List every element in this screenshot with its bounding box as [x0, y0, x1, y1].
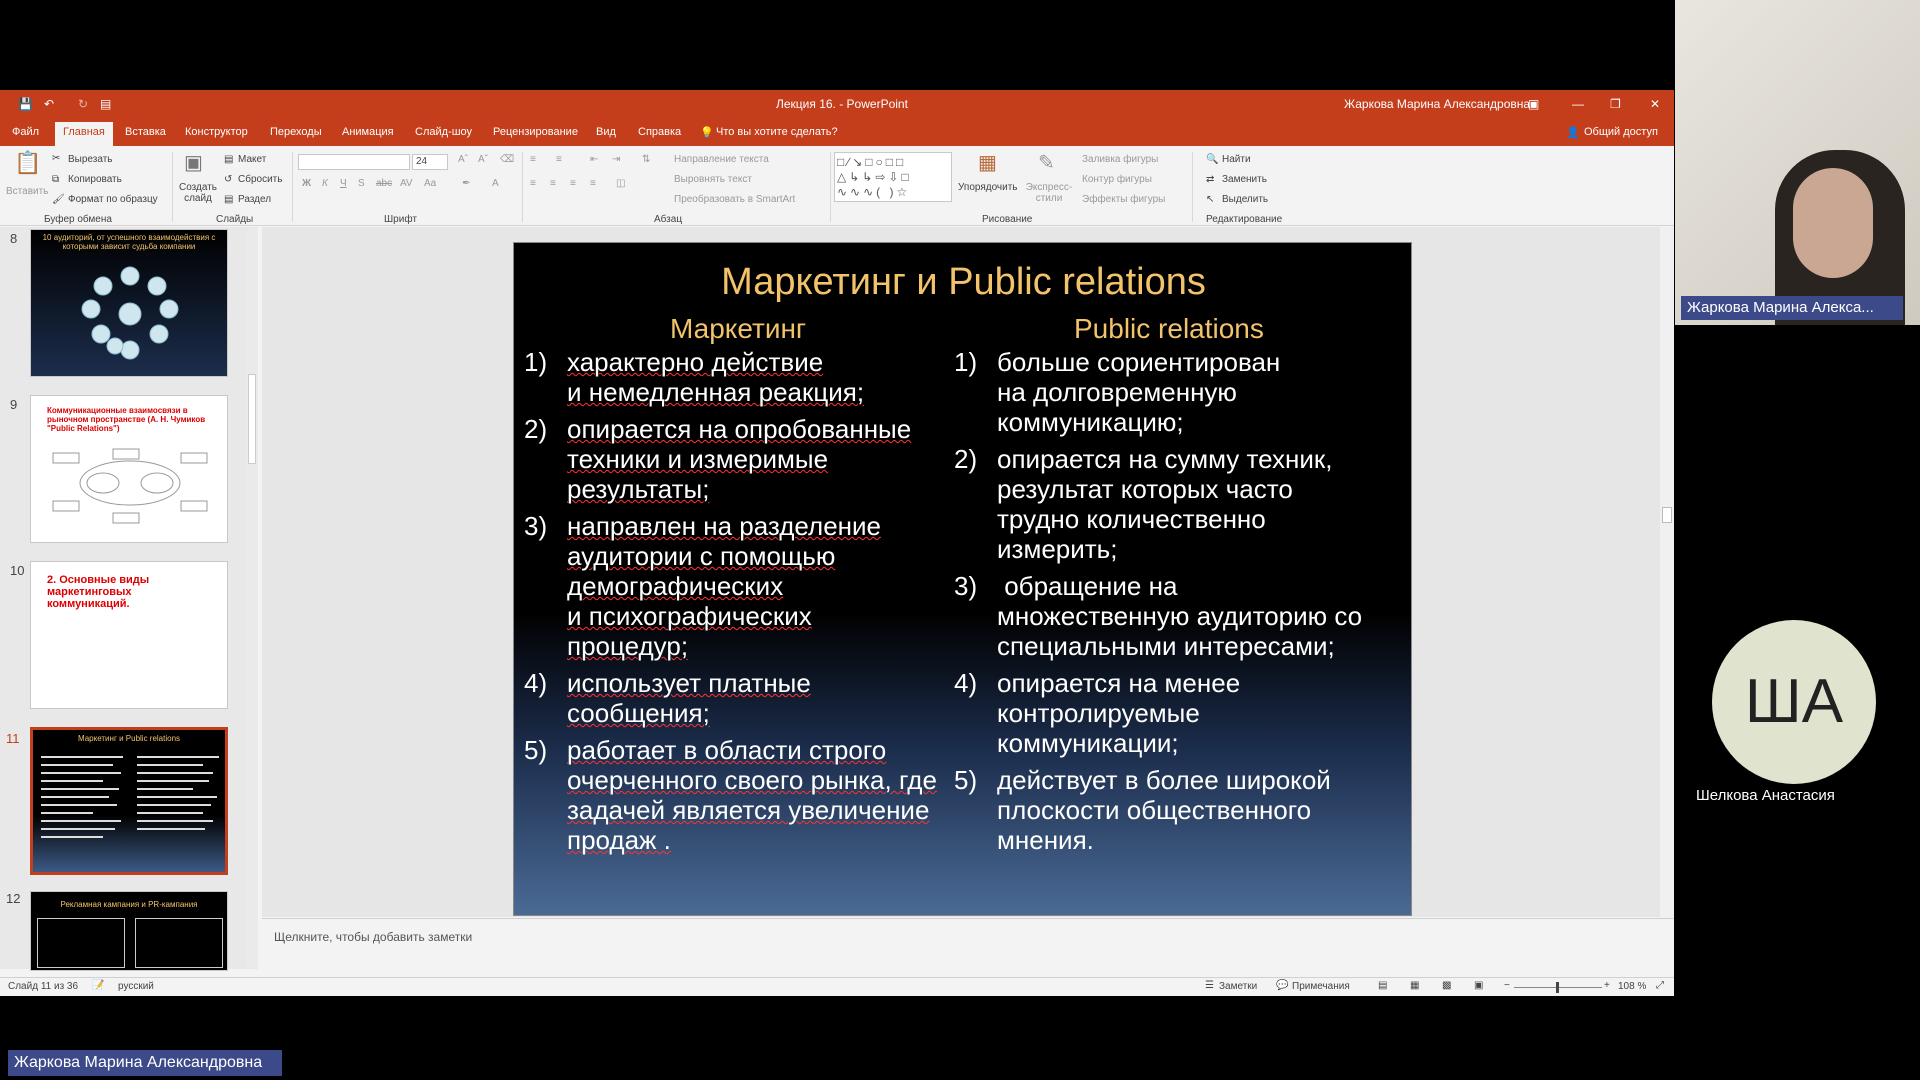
cut-icon[interactable]: ✂	[52, 153, 61, 164]
bold-icon[interactable]: Ж	[302, 178, 312, 189]
person-icon: 👤	[1566, 127, 1580, 139]
smartart-button[interactable]: Преобразовать в SmartArt	[674, 194, 796, 205]
list-item-text: мнения.	[997, 825, 1094, 855]
list-item-text: сообщения;	[567, 698, 710, 728]
tab-insert[interactable]: Вставка	[125, 126, 166, 138]
list-item-text: обращение на	[997, 571, 1178, 601]
list-number: 5)	[524, 735, 548, 765]
grow-font-icon[interactable]: Aˆ	[458, 154, 468, 165]
presenter-name: Жаркова Марина Алекса...	[1687, 299, 1874, 316]
tab-design[interactable]: Конструктор	[185, 126, 248, 138]
group-editing: Редактирование	[1206, 214, 1283, 225]
list-item-text: продаж .	[567, 825, 671, 855]
align-center-icon[interactable]: ≡	[550, 178, 556, 189]
zoom-out-icon[interactable]: −	[1504, 980, 1510, 991]
list-item-text: и психографических	[567, 601, 812, 631]
group-paragraph: Абзац	[654, 214, 683, 225]
thumbnail-title: 10 аудиторий, от успешного взаимодействия с которыми зависит судьба компании	[42, 233, 216, 251]
thumbnail-number: 8	[10, 231, 18, 246]
divider	[1192, 152, 1193, 222]
thumbnail-slide-12[interactable]	[30, 891, 228, 971]
notes-button[interactable]: Заметки	[1219, 981, 1258, 992]
strikethrough-icon[interactable]: abc	[376, 178, 393, 189]
thumbnail-slide-8[interactable]	[30, 229, 228, 377]
list-item-text: трудно количественно	[997, 504, 1266, 534]
thumbnail-diagram	[31, 254, 228, 364]
notes-placeholder: Щелкните, чтобы добавить заметки	[274, 930, 473, 944]
shadow-icon[interactable]: S	[358, 178, 365, 189]
replace-button[interactable]: Заменить	[1222, 174, 1267, 185]
minimize-icon[interactable]: —	[1572, 97, 1584, 111]
select-button[interactable]: Выделить	[1222, 194, 1269, 205]
presenter-face	[1793, 168, 1873, 278]
notes-pane[interactable]	[262, 918, 1674, 967]
shape-outline-button[interactable]: Контур фигуры	[1082, 174, 1152, 185]
list-item-text: специальными интересами;	[997, 631, 1335, 661]
justify-icon[interactable]: ≡	[590, 178, 596, 189]
list-item-text: и немедленная реакция;	[567, 377, 865, 407]
slide-title: Маркетинг и Public relations	[721, 261, 1206, 303]
shrink-font-icon[interactable]: Aˇ	[478, 154, 488, 165]
share-button[interactable]: Общий доступ	[1584, 126, 1658, 138]
paste-button[interactable]: Вставить	[6, 186, 49, 197]
spacing-icon[interactable]: AV	[400, 178, 413, 189]
list-number: 5)	[954, 765, 978, 795]
clear-format-icon[interactable]: ⌫	[500, 154, 515, 165]
new-slide-button[interactable]: Создать слайд	[178, 182, 217, 204]
zoom-in-icon[interactable]: +	[1604, 980, 1610, 991]
thumbnail-box	[135, 918, 223, 968]
paste-icon[interactable]: 📋	[14, 150, 42, 175]
thumbnail-text-lines	[33, 743, 228, 863]
slide-counter: Слайд 11 из 36	[8, 981, 79, 992]
list-number: 2)	[954, 444, 978, 474]
participant-avatar[interactable]	[1712, 620, 1876, 784]
list-item-text: коммуникации;	[997, 728, 1179, 758]
thumbnail-slide-11[interactable]	[30, 727, 228, 875]
participant-name: Шелкова Анастасия	[1696, 787, 1835, 804]
select-icon[interactable]: ↖	[1206, 194, 1215, 205]
language-indicator[interactable]: русский	[118, 981, 154, 992]
list-item-text: опирается на сумму техник,	[997, 444, 1333, 474]
list-item-text: измерить;	[997, 534, 1118, 564]
font-name-input[interactable]	[298, 154, 410, 170]
slide-sorter-icon[interactable]: ▦	[1410, 980, 1420, 991]
ribbon-tabs	[0, 118, 1674, 146]
thumbnail-number: 10	[10, 563, 25, 578]
list-number: 4)	[954, 668, 978, 698]
list-number: 3)	[524, 511, 548, 541]
tab-animation[interactable]: Анимация	[342, 126, 394, 138]
line-spacing-icon[interactable]: ⇅	[642, 154, 651, 165]
group-drawing: Рисование	[982, 214, 1033, 225]
notes-icon[interactable]: ☰	[1205, 980, 1214, 991]
tab-transitions[interactable]: Переходы	[270, 126, 322, 138]
editor-vertical-scrollbar[interactable]	[1660, 227, 1674, 967]
reading-view-icon[interactable]: ▩	[1442, 980, 1452, 991]
list-item-text: характерно действие	[567, 347, 824, 377]
list-item-text: множественную аудиторию со	[997, 601, 1363, 631]
columns-icon[interactable]: ◫	[616, 178, 626, 189]
save-icon[interactable]: 💾	[18, 97, 33, 111]
thumbnail-title: Маркетинг и Public relations	[77, 734, 181, 743]
presenter-name-tag	[1681, 296, 1903, 320]
scrollbar-thumb[interactable]	[248, 374, 256, 464]
list-number: 1)	[524, 347, 548, 377]
divider	[830, 152, 831, 222]
undo-icon[interactable]: ↶	[44, 97, 55, 111]
list-item-text: результат которых часто	[997, 474, 1293, 504]
shape-effects-button[interactable]: Эффекты фигуры	[1082, 194, 1166, 205]
lightbulb-icon: 💡	[700, 127, 714, 139]
format-painter-icon[interactable]: 🖌	[52, 194, 65, 205]
tell-me-search[interactable]: Что вы хотите сделать?	[716, 126, 838, 138]
layout-icon[interactable]: ▤	[224, 154, 234, 165]
layout-button[interactable]: Макет	[238, 154, 267, 165]
spellcheck-icon[interactable]: 📝	[92, 980, 105, 991]
find-icon[interactable]: 🔍	[1206, 154, 1219, 165]
thumbnail-title: Коммуникационные взаимосвязи в рыночном пространстве (А. Н. Чумиков "Public Relations")	[47, 406, 206, 433]
thumbnail-title: 2. Основные виды маркетинговых коммуникаций.	[47, 574, 150, 610]
tab-view[interactable]: Вид	[596, 126, 616, 138]
list-item-text: направлен на разделение	[567, 511, 882, 541]
thumbnail-number: 11	[6, 731, 20, 746]
group-font: Шрифт	[384, 214, 417, 225]
change-case-icon[interactable]: Aa	[424, 178, 437, 189]
shapes-gallery[interactable]: □∕↘□○□□ △↳↳⇨⇩□ ∿∿∿( )☆	[834, 152, 952, 202]
ribbon-display-icon[interactable]: ▣	[1528, 97, 1540, 111]
new-slide-icon[interactable]: ▣	[184, 152, 203, 174]
list-number: 4)	[524, 668, 548, 698]
list-item-text: больше сориентирован	[997, 347, 1281, 377]
zoom-slider-thumb[interactable]	[1556, 982, 1559, 993]
group-clipboard: Буфер обмена	[44, 214, 112, 225]
list-item-text: коммуникацию;	[997, 407, 1184, 437]
indent-increase-icon[interactable]: ⇥	[612, 154, 621, 165]
indent-decrease-icon[interactable]: ⇤	[590, 154, 599, 165]
arrange-button[interactable]: Упорядочить	[958, 182, 1018, 193]
list-item-text: очерченного своего рынка, где	[567, 765, 937, 795]
group-slides: Слайды	[216, 214, 254, 225]
scrollbar-thumb[interactable]	[1662, 507, 1672, 523]
copy-button[interactable]: Копировать	[68, 174, 122, 185]
status-bar	[0, 977, 1674, 996]
tab-review[interactable]: Рецензирование	[493, 126, 578, 138]
highlight-icon[interactable]: ✒	[462, 178, 471, 189]
presenter-icon[interactable]: ▤	[100, 97, 112, 111]
list-number: 1)	[954, 347, 978, 377]
zoom-level[interactable]: 108 %	[1618, 981, 1647, 992]
comments-icon[interactable]: 💬	[1276, 980, 1289, 991]
list-item-text: демографических	[567, 571, 784, 601]
thumbnail-diagram	[31, 437, 228, 537]
list-item-text: на долговременную	[997, 377, 1237, 407]
replace-icon[interactable]: ⇄	[1206, 174, 1215, 185]
divider	[172, 152, 173, 222]
italic-icon[interactable]: К	[322, 178, 328, 189]
underline-icon[interactable]: Ч	[340, 178, 347, 189]
thumbnail-title: Рекламная кампания и PR-кампания	[60, 900, 198, 909]
left-column-header: Маркетинг	[670, 313, 807, 344]
align-right-icon[interactable]: ≡	[570, 178, 576, 189]
title-bar	[0, 90, 1674, 118]
cut-button[interactable]: Вырезать	[68, 154, 113, 165]
list-item-text: действует в более широкой	[997, 765, 1331, 795]
list-item-text: плоскости общественного	[997, 795, 1312, 825]
section-button[interactable]: Раздел	[238, 194, 272, 205]
list-item-text: использует платные	[567, 668, 811, 698]
find-button[interactable]: Найти	[1222, 154, 1251, 165]
window-title: Лекция 16. - PowerPoint	[776, 97, 908, 111]
numbering-icon[interactable]: ≡	[556, 154, 562, 165]
tab-help[interactable]: Справка	[638, 126, 682, 138]
bottom-participant-name: Жаркова Марина Александровна	[14, 1054, 263, 1071]
thumbnail-number: 9	[10, 397, 18, 412]
list-item-text: аудитории с помощью	[567, 541, 836, 571]
quick-styles-button[interactable]: Экспресс-стили	[1025, 182, 1073, 204]
list-item-text: результаты;	[567, 474, 710, 504]
restore-icon[interactable]: ❐	[1610, 97, 1621, 111]
quick-styles-icon[interactable]: ✎	[1038, 152, 1055, 174]
align-text-button[interactable]: Выровнять текст	[674, 174, 752, 185]
thumbnail-box	[37, 918, 125, 968]
tab-slideshow[interactable]: Слайд-шоу	[415, 126, 473, 138]
thumbnail-slide-10[interactable]	[30, 561, 228, 709]
normal-view-icon[interactable]: ▤	[1378, 980, 1388, 991]
reset-icon[interactable]: ↺	[224, 174, 233, 185]
list-item-text: контролируемые	[997, 698, 1200, 728]
list-item-text: процедур;	[567, 631, 689, 661]
shape-fill-button[interactable]: Заливка фигуры	[1082, 154, 1159, 165]
list-item-text: работает в области строго	[567, 735, 887, 765]
bullets-icon[interactable]: ≡	[530, 154, 536, 165]
redo-icon[interactable]: ↻	[78, 97, 89, 111]
current-slide[interactable]	[513, 242, 1412, 916]
arrange-icon[interactable]: ▦	[978, 152, 997, 174]
font-color-icon[interactable]: A	[492, 178, 499, 189]
comments-button[interactable]: Примечания	[1292, 981, 1350, 992]
thumbnail-slide-9[interactable]	[30, 395, 228, 543]
list-number: 2)	[524, 414, 548, 444]
text-direction-button[interactable]: Направление текста	[674, 154, 769, 165]
avatar-initials: ША	[1744, 667, 1844, 736]
tab-home[interactable]: Главная	[55, 122, 113, 146]
slideshow-icon[interactable]: ▣	[1474, 980, 1484, 991]
divider	[522, 152, 523, 222]
right-column-header: Public relations	[1074, 313, 1264, 344]
list-item-text: задачей является увеличение	[567, 795, 930, 825]
copy-icon[interactable]: ⧉	[52, 174, 60, 185]
fit-slide-icon[interactable]: ⤢	[1656, 980, 1664, 991]
list-item-text: опирается на менее	[997, 668, 1241, 698]
list-item-text: опирается на опробованные	[567, 414, 912, 444]
divider	[292, 152, 293, 222]
presenter-video	[1675, 0, 1920, 325]
bottom-name-tag	[8, 1050, 282, 1076]
slide-thumbnails-pane	[0, 227, 258, 969]
thumbnail-number: 12	[6, 891, 21, 906]
thumbnails-scrollbar[interactable]	[246, 229, 258, 967]
ribbon	[0, 146, 1674, 226]
list-item-text: техники и измеримые	[567, 444, 829, 474]
font-size-input[interactable]	[412, 154, 448, 170]
section-icon[interactable]: ▤	[224, 194, 234, 205]
close-icon[interactable]: ✕	[1650, 97, 1661, 111]
list-number: 3)	[954, 571, 978, 601]
align-left-icon[interactable]: ≡	[530, 178, 536, 189]
reset-button[interactable]: Сбросить	[238, 174, 283, 185]
font-size-value: 24	[416, 156, 428, 167]
format-painter-button[interactable]: Формат по образцу	[68, 194, 158, 205]
tab-file[interactable]: Файл	[12, 126, 40, 138]
user-name[interactable]: Жаркова Марина Александровна	[1344, 97, 1531, 111]
